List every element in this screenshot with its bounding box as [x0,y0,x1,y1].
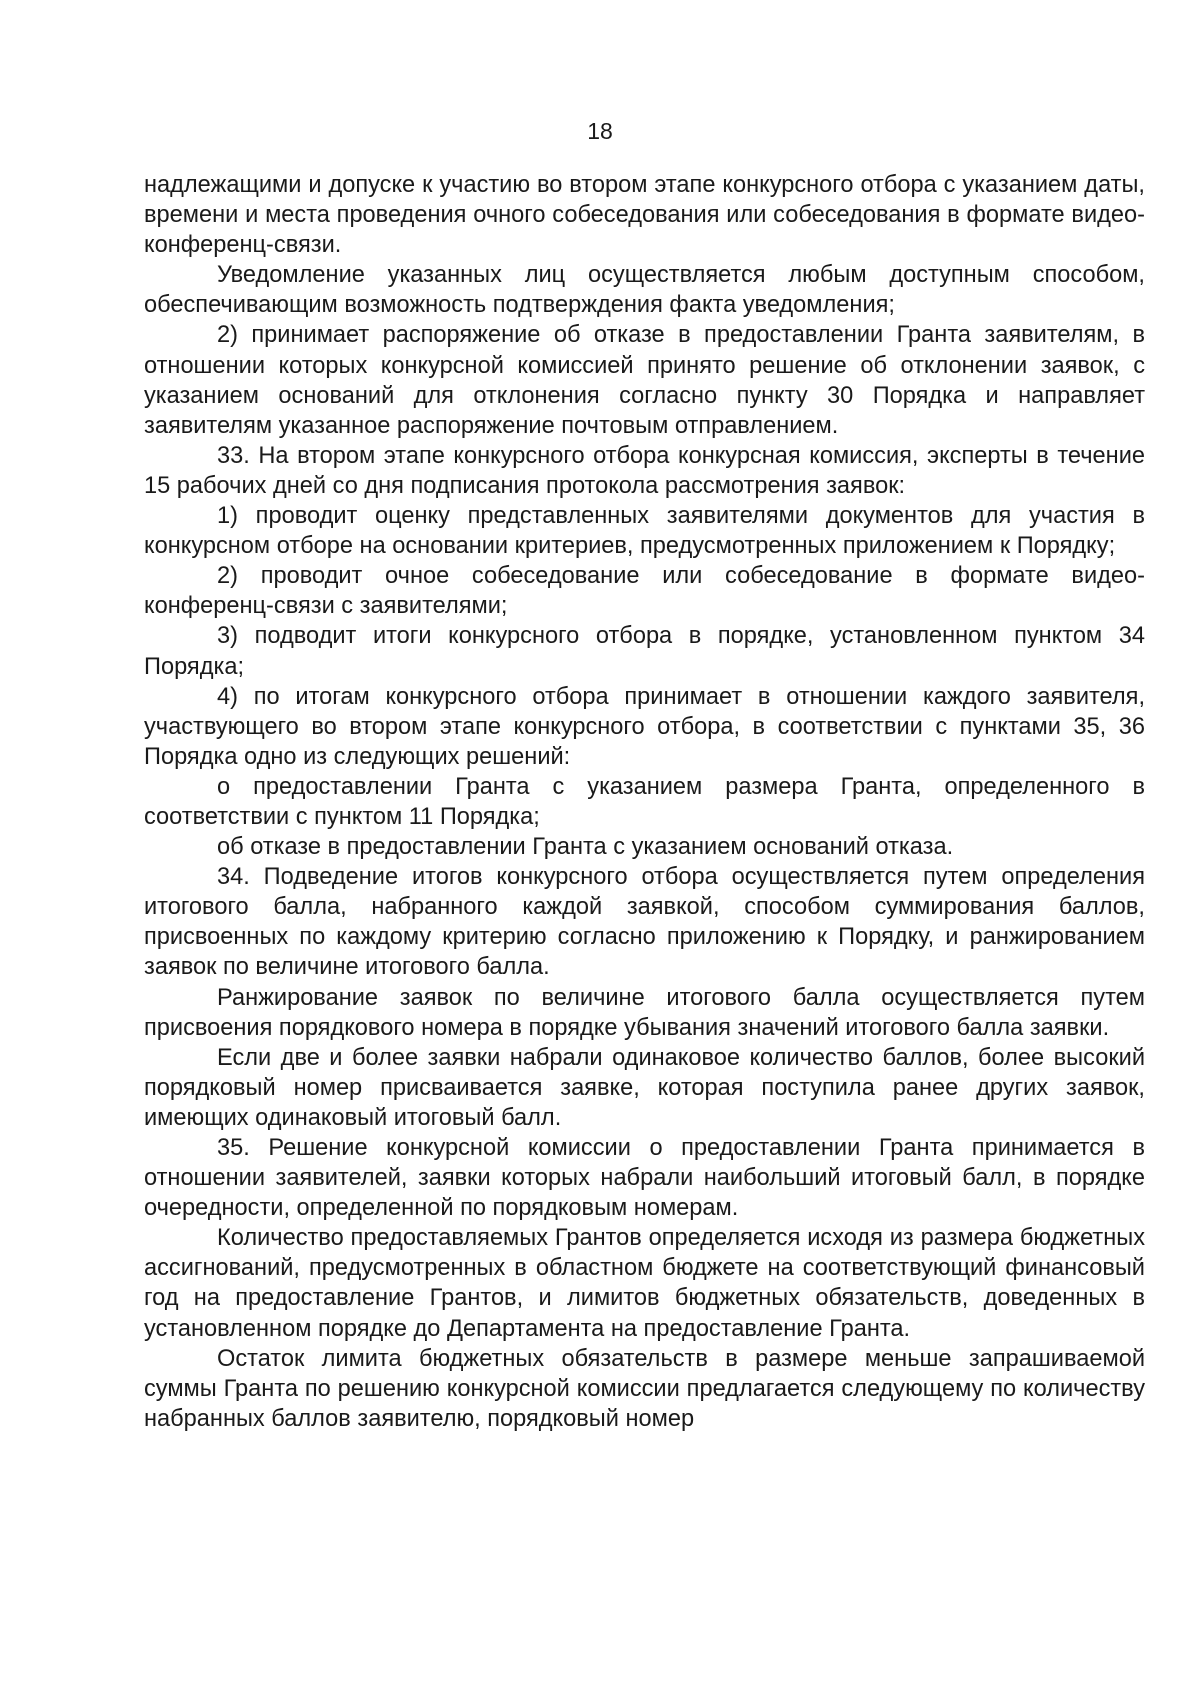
paragraph: Остаток лимита бюджетных обязательств в размере меньше запрашиваемой суммы Гранта по решению конкурсной комиссии предлагается следующему по количеству набранных баллов заявителю, порядковый номер [144,1345,1145,1432]
paragraph: надлежащими и допуске к участию во втором этапе конкурсного отбора с указанием даты, времени и места проведения очного собеседования или собеседования в формате видео-конференц-связи. [144,172,1145,259]
paragraph: 34. Подведение итогов конкурсного отбора осуществляется путем определения итогового балла, набранного каждой заявкой, способом суммирования баллов, присвоенных по каждому критерию согласно приложению к Порядку, и ранжированием заявок по величине итогового балла. [144,864,1145,981]
paragraph: Ранжирование заявок по величине итогового балла осуществляется путем присвоения порядкового номера в порядке убывания значений итогового балла заявки. [144,984,1145,1041]
paragraph: 3) подводит итоги конкурсного отбора в порядке, установленном пунктом 34 Порядка; [144,623,1145,680]
paragraph: 4) по итогам конкурсного отбора принимает в отношении каждого заявителя, участвующего во втором этапе конкурсного отбора, в соответствии с пунктами 35, 36 Порядка одно из следующих решений: [144,683,1145,770]
document-body [144,170,1145,1434]
paragraph: Уведомление указанных лиц осуществляется любым доступным способом, обеспечивающим возможность подтверждения факта уведомления; [144,262,1145,319]
paragraph: об отказе в предоставлении Гранта с указанием оснований отказа. [217,834,954,861]
paragraph: Количество предоставляемых Грантов определяется исходя из размера бюджетных ассигнований, предусмотренных в областном бюджете на соответствующий финансовый год на предоставление Грантов, и лимитов бюджетных обязательств, доведенных в установленном порядке до Департамента на предоставление Гранта. [144,1225,1145,1342]
paragraph: 35. Решение конкурсной комиссии о предоставлении Гранта принимается в отношении заявителей, заявки которых набрали наибольший итоговый балл, в порядке очередности, определенной по порядковым номерам. [144,1135,1145,1222]
paragraph: 2) проводит очное собеседование или собеседование в формате видео-конференц-связи с заявителями; [144,563,1145,620]
paragraph: о предоставлении Гранта с указанием размера Гранта, определенного в соответствии с пунктом 11 Порядка; [144,773,1145,830]
paragraph: 1) проводит оценку представленных заявителями документов для участия в конкурсном отборе на основании критериев, предусмотренных приложением к Порядку; [144,503,1145,560]
paragraph: 2) принимает распоряжение об отказе в предоставлении Гранта заявителям, в отношении которых конкурсной комиссией принято решение об отклонении заявок, с указанием оснований для отклонения согласно пункту 30 Порядка и направляет заявителям указанное распоряжение почтовым отправлением. [144,322,1145,439]
paragraph: 33. На втором этапе конкурсного отбора конкурсная комиссия, эксперты в течение 15 рабочих дней со дня подписания протокола рассмотрения заявок: [144,442,1145,499]
paragraph: Если две и более заявки набрали одинаковое количество баллов, более высокий порядковый номер присваивается заявке, которая поступила ранее других заявок, имеющих одинаковый итоговый балл. [144,1044,1145,1131]
page-number: 18 [587,118,613,144]
